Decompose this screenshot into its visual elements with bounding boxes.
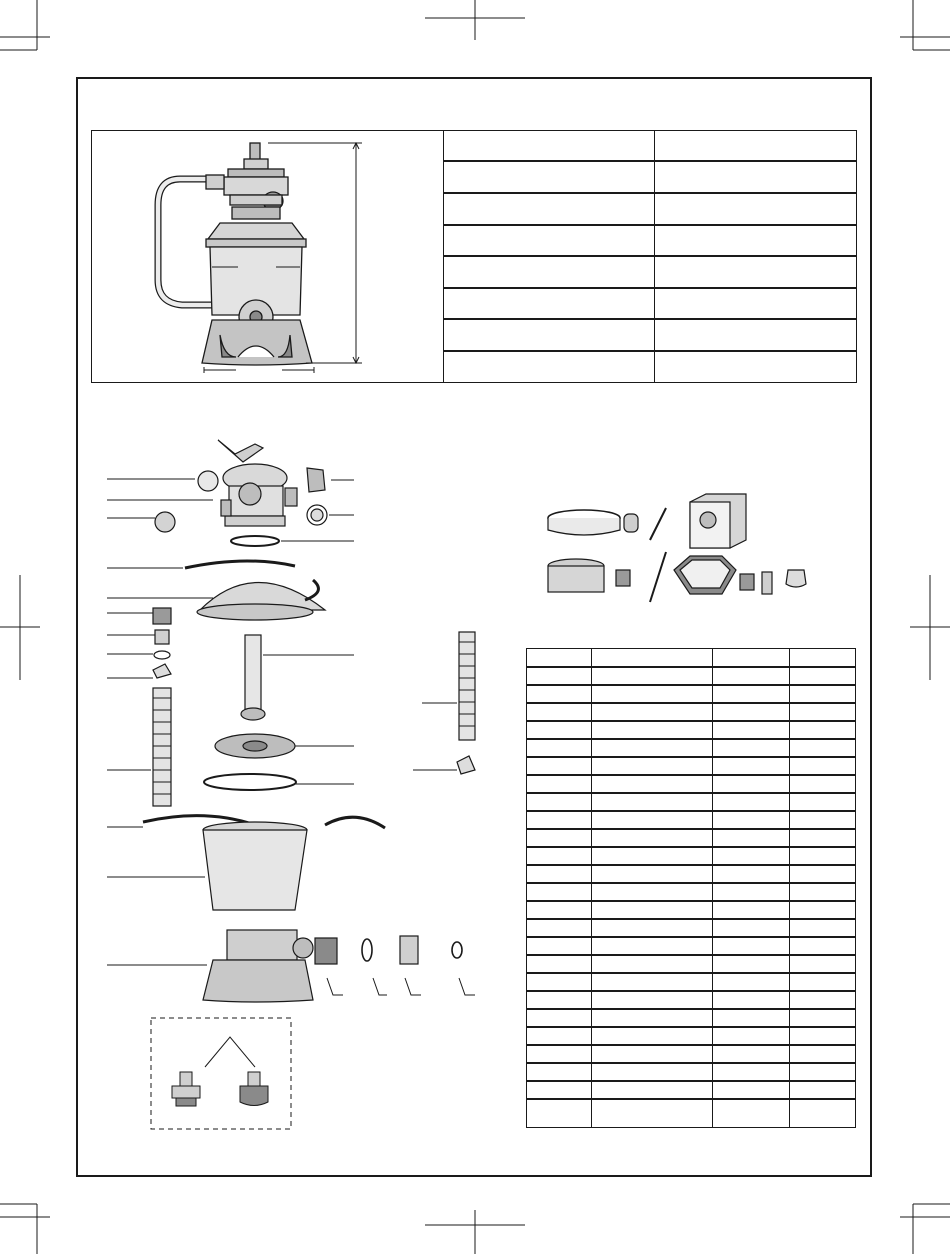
filter-pump-illustration — [140, 135, 370, 380]
crop-mark-icon — [0, 1204, 50, 1254]
crop-mark-icon — [910, 575, 950, 680]
pool-models-illustration — [540, 490, 840, 615]
crop-mark-icon — [0, 575, 40, 680]
crop-mark-icon — [0, 0, 50, 50]
crop-mark-icon — [900, 0, 950, 50]
specifications-table — [443, 130, 857, 383]
crop-mark-icon — [425, 0, 525, 40]
adapter-inset — [150, 1017, 292, 1130]
crop-mark-icon — [425, 1210, 525, 1254]
crop-mark-icon — [900, 1204, 950, 1254]
parts-list-table — [526, 648, 856, 1128]
